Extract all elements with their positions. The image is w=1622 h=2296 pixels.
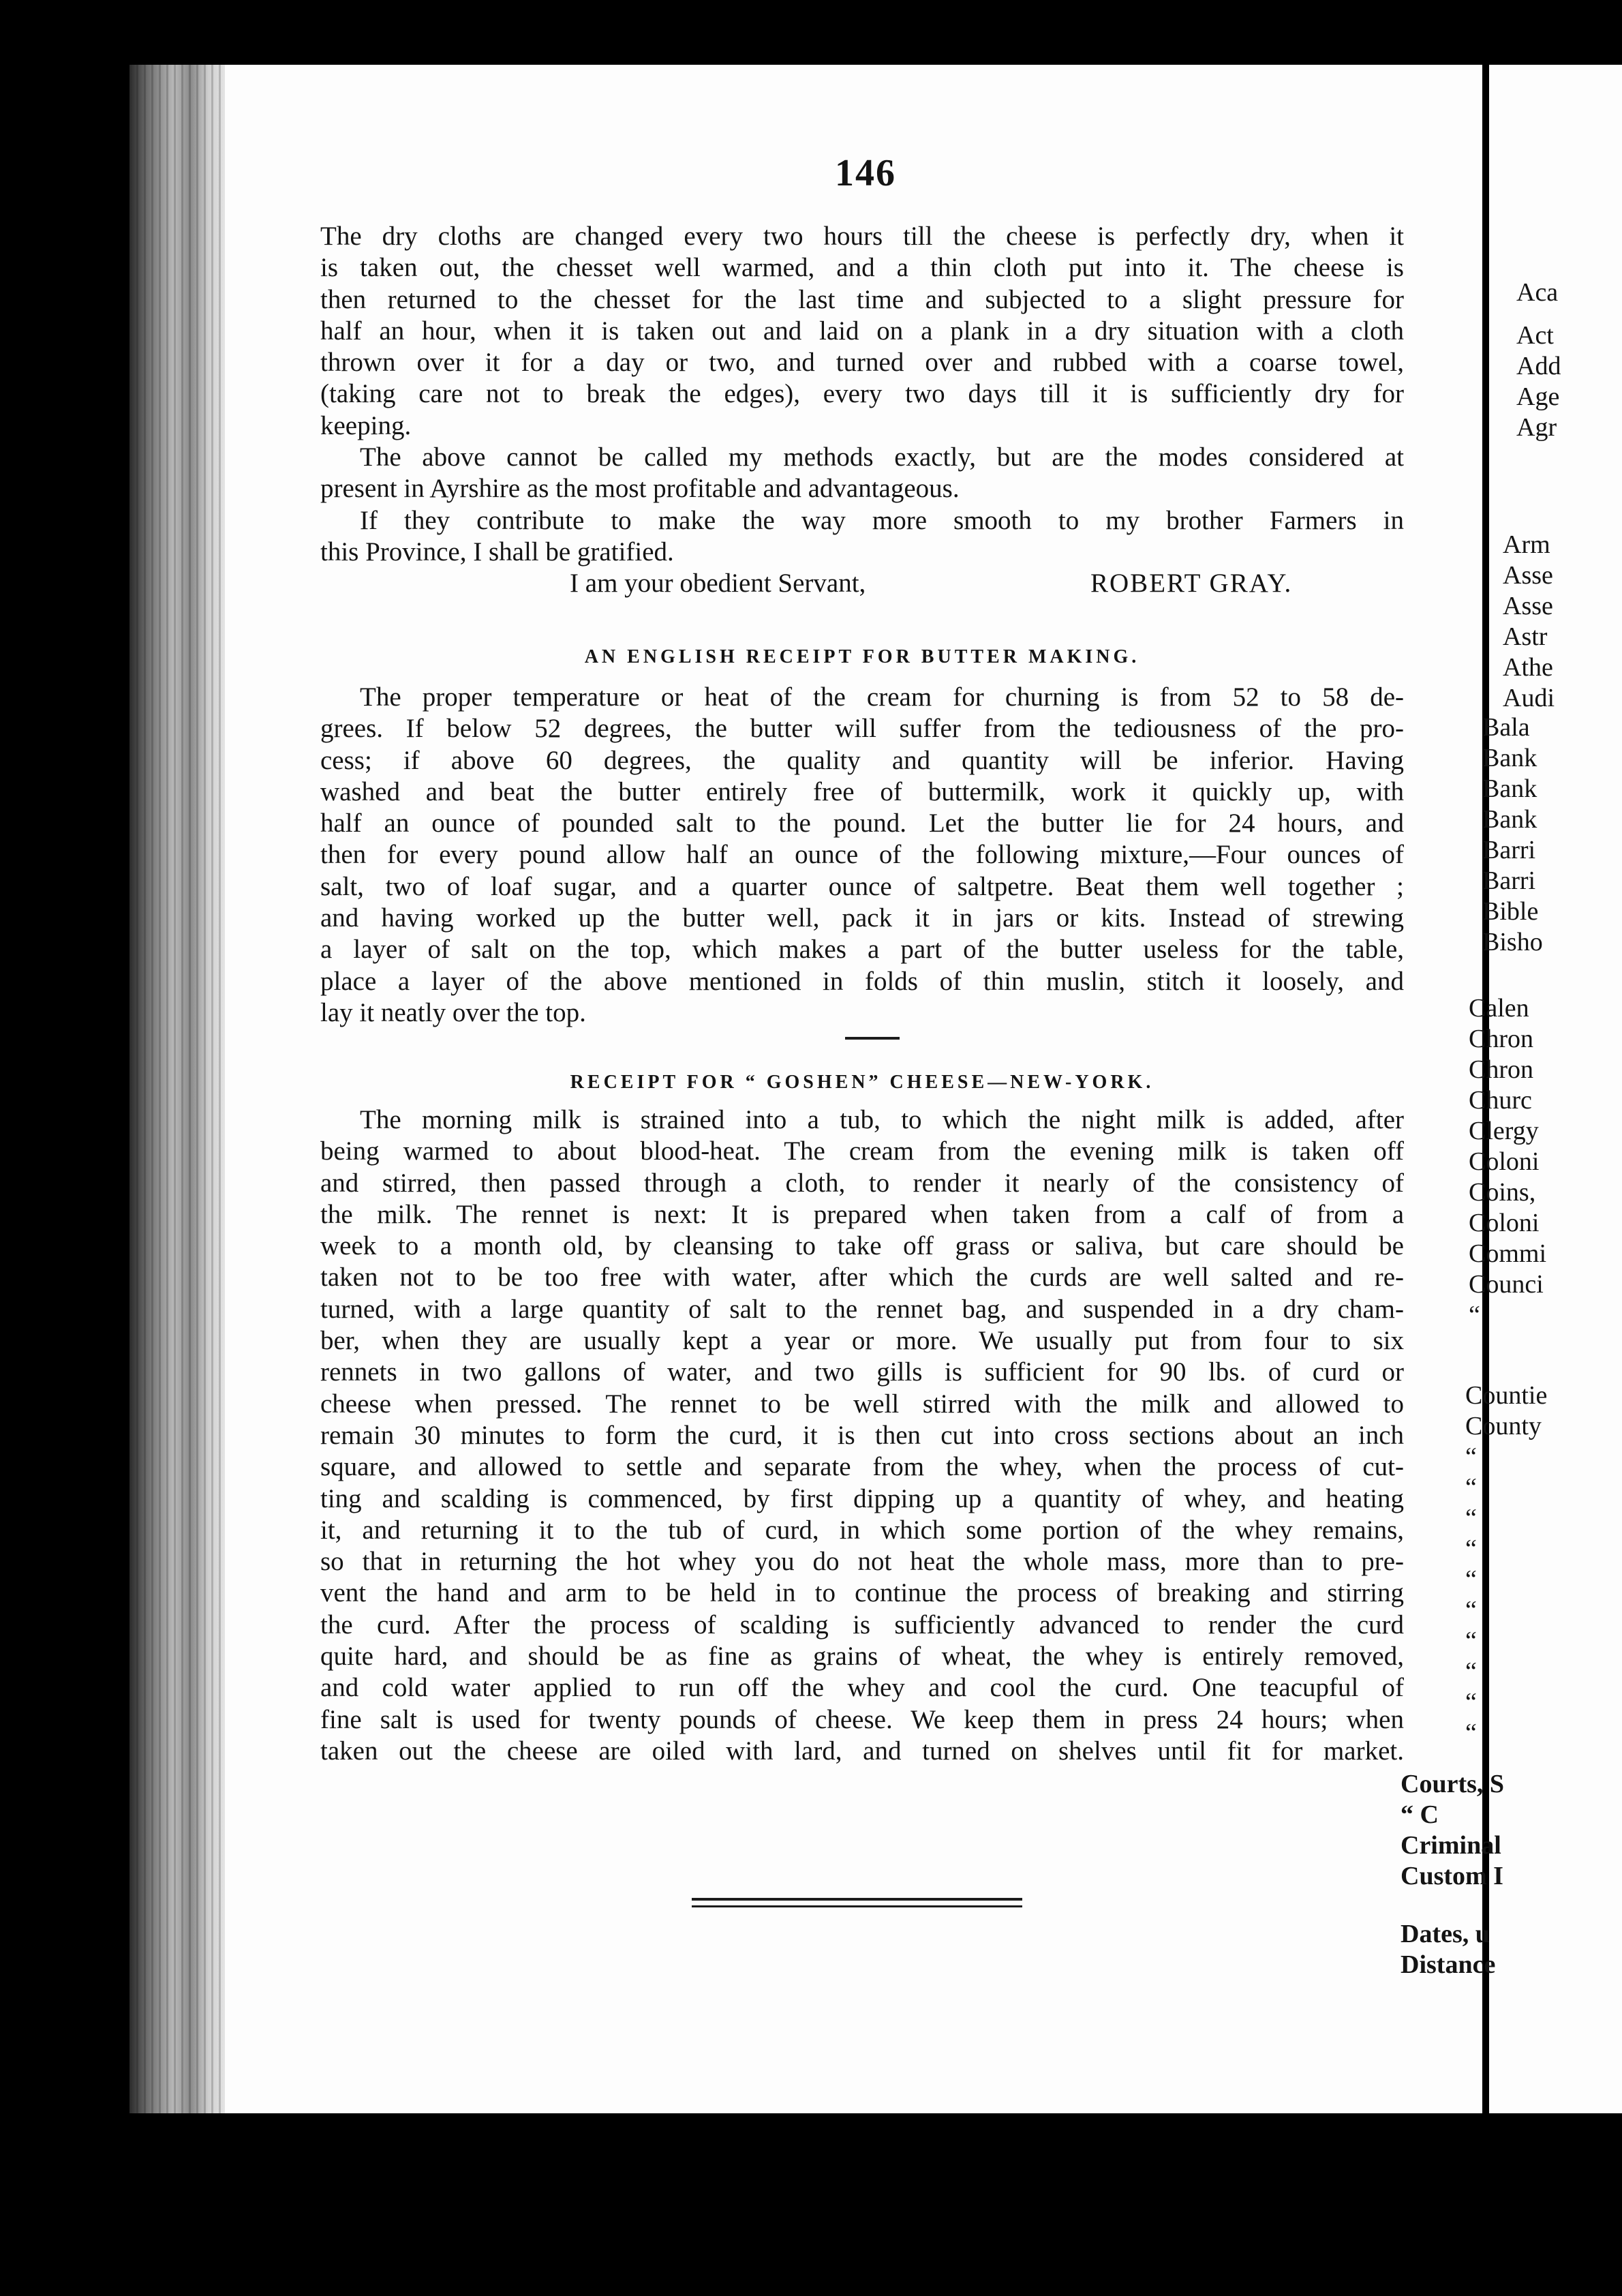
page-edges — [136, 65, 225, 2113]
text-line: remain 30 minutes to form the curd, it is then cut into cross sections about an inch — [320, 1420, 1404, 1450]
index-entry: “ — [1465, 1535, 1477, 1563]
text-line: the milk. The rennet is next: It is prepared when taken from a calf of from a — [320, 1199, 1404, 1229]
index-entry: “ — [1465, 1657, 1477, 1686]
index-entry: Act — [1516, 321, 1554, 350]
index-entry: Barri — [1482, 836, 1536, 864]
butter-paragraph — [320, 682, 1404, 1029]
text-line: rennets in two gallons of water, and two gills is sufficient for 90 lbs. of curd or — [320, 1357, 1404, 1387]
index-entry: “ — [1465, 1504, 1477, 1532]
text-line: cheese when pressed. The rennet to be well stirred with the milk and allowed to — [320, 1389, 1404, 1419]
text-line: square, and allowed to settle and separate from the whey, when the process of cut- — [320, 1452, 1404, 1482]
text-line: salt, two of loaf sugar, and a quarter ounce of saltpetre. Beat them well together ; — [320, 871, 1404, 901]
text-line: ber, when they are usually kept a year or more. We usually put from four to six — [320, 1326, 1404, 1356]
text-line: this Province, I shall be gratified. — [320, 537, 674, 567]
text-line: being warmed to about blood-heat. The cream from the evening milk is taken off — [320, 1136, 1404, 1166]
letter-paragraph — [320, 221, 1404, 442]
index-entry: Bible — [1482, 897, 1539, 926]
index-entry: Athe — [1503, 653, 1553, 682]
text-line: thrown over it for a day or two, and turned over and rubbed with a coarse towel, — [320, 348, 1404, 378]
text-line: taken not to be too free with water, after which the curds are well salted and re- — [320, 1263, 1404, 1293]
index-entry: Bank — [1482, 744, 1537, 772]
index-entry: Arm — [1503, 530, 1550, 559]
text-line: lay it neatly over the top. — [320, 997, 586, 1027]
signoff: I am your obedient Servant, — [570, 569, 866, 599]
index-entry: Chron — [1469, 1025, 1533, 1053]
text-line: half an ounce of pounded salt to the pound. Let the butter lie for 24 hours, and — [320, 809, 1404, 839]
text-line: keeping. — [320, 410, 412, 440]
index-group-c — [1482, 712, 1543, 958]
index-entry: Dates, u — [1401, 1920, 1490, 1948]
index-entry: Countie — [1465, 1381, 1548, 1410]
text-line: place a layer of the above mentioned in folds of thin muslin, stitch it loosely, and — [320, 966, 1404, 996]
index-entry: Age — [1516, 382, 1560, 411]
index-entry: Bank — [1482, 774, 1537, 803]
index-entry: Commi — [1469, 1239, 1547, 1268]
index-group-g — [1401, 1919, 1495, 1980]
text-line: vent the hand and arm to be held in to continue the process of breaking and stirring — [320, 1578, 1404, 1608]
index-entry: Agr — [1516, 413, 1557, 442]
index-entry: Courts, S — [1401, 1770, 1505, 1798]
facing-page — [1401, 65, 1622, 2113]
index-group-b — [1503, 530, 1555, 714]
index-entry: Clergy — [1469, 1117, 1539, 1145]
index-entry: “ — [1465, 1473, 1477, 1502]
index-entry: Aca — [1516, 278, 1559, 307]
text-line: If they contribute to make the way more smooth to my brother Farmers in — [360, 505, 1404, 535]
index-entry: Astr — [1503, 622, 1548, 651]
index-entry: Churc — [1469, 1086, 1532, 1115]
text-line: fine salt is used for twenty pounds of cheese. We keep them in press 24 hours; when — [320, 1704, 1404, 1734]
index-entry: Criminal — [1401, 1831, 1501, 1860]
index-group-a — [1516, 277, 1561, 443]
text-line: ting and scalding is commenced, by first dipping up a quantity of whey, and heating — [320, 1483, 1404, 1513]
index-entry: “ — [1465, 1627, 1477, 1655]
text-line: is taken out, the chesset well warmed, and a thin cloth put into it. The cheese is — [320, 253, 1404, 283]
text-line: it, and returning it to the tub of curd, in which some portion of the whey remains, — [320, 1515, 1404, 1545]
text-line: then returned to the chesset for the last time and subjected to a slight pressure for — [320, 284, 1404, 314]
text-line: The morning milk is strained into a tub, to which the night milk is added, after — [360, 1105, 1404, 1134]
index-entry: “ — [1465, 1596, 1477, 1625]
index-entry: Coins, — [1469, 1178, 1536, 1207]
index-entry: Asse — [1503, 561, 1553, 590]
index-entry: Bank — [1482, 805, 1537, 834]
index-entry: “ — [1465, 1565, 1477, 1594]
index-entry: County — [1465, 1412, 1542, 1440]
index-group-f — [1401, 1769, 1504, 1892]
index-entry: Counci — [1469, 1270, 1544, 1299]
signature: ROBERT GRAY. — [1090, 569, 1293, 599]
index-entry: Chron — [1469, 1055, 1533, 1084]
text-line: and cold water applied to run off the whey and cool the curd. One teacupful of — [320, 1673, 1404, 1703]
index-entry: “ — [1465, 1442, 1477, 1471]
index-entry: Add — [1516, 352, 1561, 380]
index-entry: Barri — [1482, 866, 1536, 895]
index-entry: Coloni — [1469, 1147, 1540, 1176]
index-entry: Calen — [1469, 994, 1529, 1023]
index-entry: “ — [1469, 1301, 1480, 1329]
text-line: washed and beat the butter entirely free of buttermilk, work it quickly up, with — [320, 776, 1404, 806]
text-line: then for every pound allow half an ounce of the following mixture,—Four ounces of — [320, 840, 1404, 870]
cheese-paragraph — [320, 1104, 1404, 1767]
index-entry: Asse — [1503, 592, 1553, 620]
letter-closing — [320, 442, 1404, 599]
index-entry: Coloni — [1469, 1209, 1540, 1237]
text-line: quite hard, and should be as fine as grains of wheat, the whey is entirely removed, — [320, 1642, 1404, 1672]
index-entry: Audi — [1503, 684, 1555, 712]
index-entry: Distance — [1401, 1950, 1496, 1979]
text-line: a layer of salt on the top, which makes a part of the butter useless for the table, — [320, 935, 1404, 965]
end-rule — [692, 1905, 1022, 1907]
text-line: The above cannot be called my methods exactly, but are the modes considered at — [360, 442, 1404, 472]
butter-heading: AN ENGLISH RECEIPT FOR BUTTER MAKING. — [584, 646, 1140, 667]
index-entry: “ — [1465, 1719, 1477, 1747]
signature-line — [320, 568, 1404, 599]
index-entry: “ C — [1401, 1800, 1439, 1829]
text-line: and having worked up the butter well, pack it in jars or kits. Instead of strewing — [320, 903, 1404, 933]
index-group-d — [1469, 993, 1546, 1331]
text-line: turned, with a large quantity of salt to the rennet bag, and suspended in a dry cham- — [320, 1294, 1404, 1324]
text-line: (taking care not to break the edges), every two days till it is sufficiently dry for — [320, 379, 1404, 409]
section-divider — [845, 1037, 900, 1040]
text-line: cess; if above 60 degrees, the quality and quantity will be inferior. Having — [320, 745, 1404, 775]
index-entry: “ — [1465, 1688, 1477, 1717]
end-rule — [692, 1898, 1022, 1901]
text-line: and stirred, then passed through a cloth, to render it nearly of the consistency of — [320, 1168, 1404, 1198]
text-line: taken out the cheese are oiled with lard, and turned on shelves until fit for market. — [320, 1736, 1404, 1766]
index-entry: Bala — [1482, 713, 1530, 742]
text-line: so that in returning the hot whey you do not heat the whole mass, more than to pre- — [320, 1547, 1404, 1577]
index-group-e — [1465, 1380, 1547, 1749]
text-line: The proper temperature or heat of the cream for churning is from 52 to 58 de- — [360, 682, 1404, 712]
index-entry: Bisho — [1482, 928, 1543, 956]
text-line: present in Ayrshire as the most profitable and advantageous. — [320, 474, 960, 504]
text-line: the curd. After the process of scalding is sufficiently advanced to render the curd — [320, 1610, 1404, 1640]
text-line: week to a month old, by cleansing to take off grass or saliva, but care should be — [320, 1231, 1404, 1261]
page-number: 146 — [835, 152, 896, 194]
cheese-heading: RECEIPT FOR “ GOSHEN” CHEESE—NEW-YORK. — [570, 1072, 1154, 1093]
text-line: grees. If below 52 degrees, the butter will suffer from the tediousness of the pro- — [320, 714, 1404, 744]
text-line: half an hour, when it is taken out and laid on a plank in a dry situation with a cloth — [320, 316, 1404, 346]
index-entry: Custom I — [1401, 1862, 1503, 1890]
text-line: The dry cloths are changed every two hours till the cheese is perfectly dry, when it — [320, 222, 1404, 251]
